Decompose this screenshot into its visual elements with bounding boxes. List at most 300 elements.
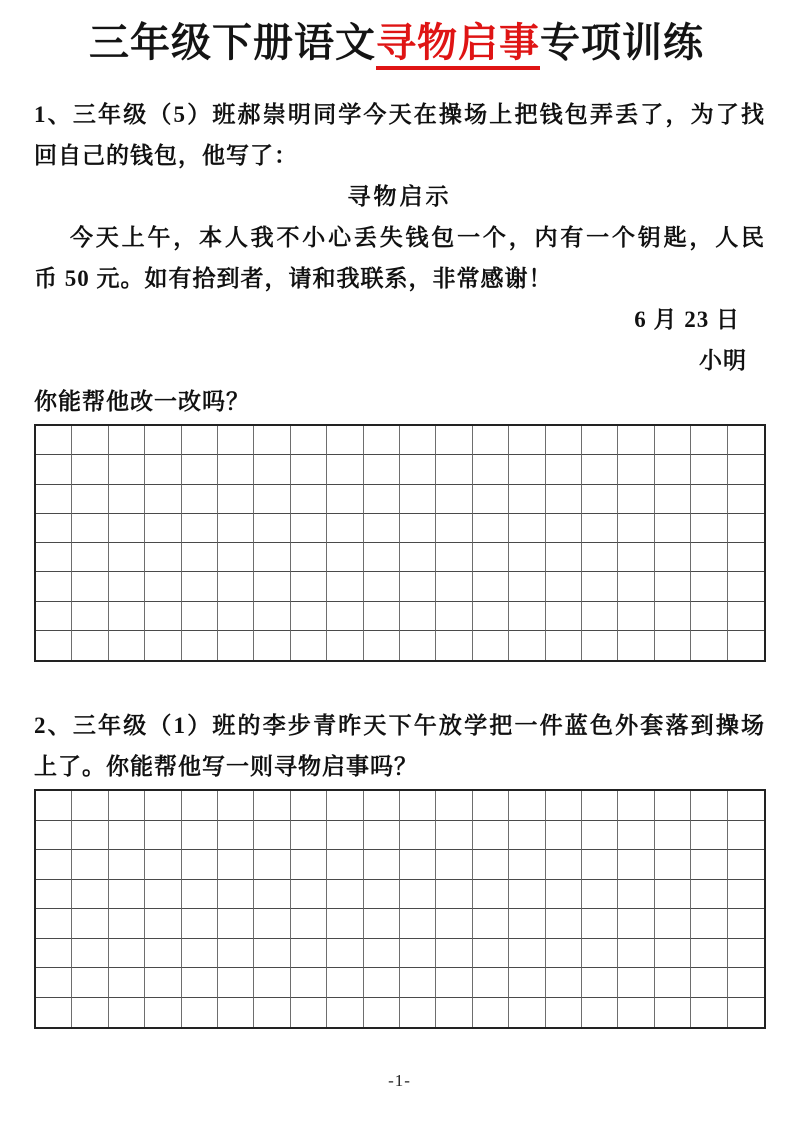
notice-body-line-1: 今天上午，本人我不小心丢失钱包一个，内有一个钥匙，人民	[70, 225, 765, 250]
grid-cell	[509, 821, 545, 851]
grid-cell	[546, 514, 582, 543]
grid-cell	[145, 485, 181, 514]
grid-cell	[145, 821, 181, 851]
grid-cell	[691, 939, 727, 969]
grid-cell	[618, 791, 654, 821]
title-pre: 三年级下册语文	[89, 21, 376, 65]
grid-cell	[182, 880, 218, 910]
grid-cell	[182, 455, 218, 484]
grid-cell	[436, 426, 472, 455]
grid-cell	[72, 791, 108, 821]
grid-cell	[36, 485, 72, 514]
grid-cell	[145, 909, 181, 939]
grid-cell	[254, 426, 290, 455]
grid-cell	[655, 850, 691, 880]
grid-cell	[36, 909, 72, 939]
grid-cell	[291, 455, 327, 484]
grid-cell	[655, 791, 691, 821]
grid-cell	[691, 850, 727, 880]
grid-cell	[327, 880, 363, 910]
grid-cell	[109, 791, 145, 821]
grid-cell	[109, 602, 145, 631]
grid-cell	[182, 426, 218, 455]
grid-cell	[291, 850, 327, 880]
grid-cell	[436, 939, 472, 969]
grid-cell	[182, 602, 218, 631]
grid-cell	[655, 909, 691, 939]
grid-cell	[655, 455, 691, 484]
grid-cell	[509, 514, 545, 543]
grid-cell	[582, 631, 618, 660]
grid-cell	[364, 572, 400, 601]
grid-cell	[582, 514, 618, 543]
grid-cell	[436, 909, 472, 939]
grid-cell	[218, 880, 254, 910]
grid-cell	[109, 880, 145, 910]
grid-cell	[72, 909, 108, 939]
grid-cell	[364, 426, 400, 455]
grid-cell	[473, 602, 509, 631]
grid-cell	[182, 791, 218, 821]
grid-cell	[327, 968, 363, 998]
grid-cell	[109, 631, 145, 660]
question-1-line-2: 回自己的钱包，他写了：	[34, 143, 298, 168]
grid-cell	[509, 791, 545, 821]
grid-cell	[72, 455, 108, 484]
grid-cell	[473, 791, 509, 821]
grid-cell	[254, 514, 290, 543]
grid-cell	[400, 543, 436, 572]
grid-cell	[218, 998, 254, 1028]
grid-cell	[72, 968, 108, 998]
grid-cell	[582, 880, 618, 910]
grid-cell	[145, 939, 181, 969]
question-2-line-2: 上了。你能帮他写一则寻物启事吗？	[34, 754, 418, 779]
grid-cell	[145, 426, 181, 455]
notice-signature: 小明	[699, 348, 747, 373]
grid-cell	[36, 631, 72, 660]
grid-cell	[691, 602, 727, 631]
grid-cell	[509, 968, 545, 998]
grid-cell	[691, 968, 727, 998]
grid-cell	[618, 631, 654, 660]
grid-cell	[254, 968, 290, 998]
grid-cell	[618, 998, 654, 1028]
grid-cell	[291, 485, 327, 514]
grid-cell	[327, 485, 363, 514]
grid-cell	[72, 939, 108, 969]
grid-cell	[36, 426, 72, 455]
grid-cell	[655, 631, 691, 660]
grid-cell	[182, 909, 218, 939]
grid-cell	[254, 572, 290, 601]
grid-cell	[618, 821, 654, 851]
grid-cell	[509, 543, 545, 572]
grid-cell	[582, 998, 618, 1028]
grid-cell	[327, 850, 363, 880]
writing-grid-2	[34, 789, 766, 1029]
grid-cell	[218, 572, 254, 601]
grid-cell	[182, 939, 218, 969]
grid-cell	[364, 485, 400, 514]
grid-cell	[145, 455, 181, 484]
grid-cell	[182, 631, 218, 660]
writing-grid-1	[34, 424, 766, 662]
grid-cell	[109, 821, 145, 851]
grid-cell	[218, 455, 254, 484]
grid-cell	[109, 485, 145, 514]
grid-cell	[364, 821, 400, 851]
grid-cell	[400, 455, 436, 484]
grid-cell	[436, 485, 472, 514]
grid-cell	[473, 631, 509, 660]
grid-cell	[291, 939, 327, 969]
grid-cell	[473, 455, 509, 484]
grid-cell	[254, 455, 290, 484]
grid-cell	[400, 850, 436, 880]
grid-cell	[400, 572, 436, 601]
grid-cell	[691, 455, 727, 484]
grid-cell	[618, 602, 654, 631]
grid-cell	[618, 850, 654, 880]
grid-cell	[291, 880, 327, 910]
grid-cell	[364, 631, 400, 660]
grid-cell	[582, 850, 618, 880]
grid-cell	[72, 426, 108, 455]
grid-cell	[509, 939, 545, 969]
grid-cell	[291, 968, 327, 998]
grid-cell	[618, 968, 654, 998]
grid-cell	[728, 791, 764, 821]
grid-cell	[291, 602, 327, 631]
grid-cell	[728, 968, 764, 998]
grid-cell	[72, 880, 108, 910]
title-post: 专项训练	[540, 21, 704, 65]
grid-cell	[400, 602, 436, 631]
grid-cell	[182, 514, 218, 543]
grid-cell	[582, 485, 618, 514]
grid-cell	[145, 602, 181, 631]
grid-cell	[582, 543, 618, 572]
grid-cell	[218, 514, 254, 543]
grid-cell	[728, 909, 764, 939]
grid-cell	[473, 880, 509, 910]
grid-cell	[400, 485, 436, 514]
grid-cell	[109, 572, 145, 601]
grid-cell	[327, 909, 363, 939]
grid-cell	[655, 426, 691, 455]
grid-cell	[436, 968, 472, 998]
grid-cell	[218, 821, 254, 851]
grid-cell	[327, 631, 363, 660]
grid-cell	[618, 939, 654, 969]
grid-cell	[546, 939, 582, 969]
grid-cell	[728, 602, 764, 631]
grid-cell	[72, 821, 108, 851]
grid-cell	[291, 998, 327, 1028]
grid-cell	[291, 572, 327, 601]
grid-cell	[291, 791, 327, 821]
grid-cell	[473, 514, 509, 543]
grid-cell	[254, 602, 290, 631]
grid-cell	[582, 602, 618, 631]
grid-cell	[691, 821, 727, 851]
grid-cell	[254, 631, 290, 660]
grid-cell	[546, 791, 582, 821]
grid-cell	[400, 631, 436, 660]
grid-cell	[509, 631, 545, 660]
grid-cell	[36, 455, 72, 484]
grid-cell	[254, 543, 290, 572]
grid-cell	[218, 939, 254, 969]
grid-cell	[36, 880, 72, 910]
grid-cell	[218, 543, 254, 572]
grid-cell	[655, 485, 691, 514]
grid-cell	[691, 631, 727, 660]
grid-cell	[728, 543, 764, 572]
grid-cell	[436, 998, 472, 1028]
grid-cell	[436, 543, 472, 572]
grid-cell	[436, 602, 472, 631]
grid-cell	[291, 514, 327, 543]
grid-cell	[254, 880, 290, 910]
grid-cell	[509, 426, 545, 455]
grid-cell	[327, 543, 363, 572]
grid-cell	[436, 455, 472, 484]
grid-cell	[254, 998, 290, 1028]
grid-cell	[72, 572, 108, 601]
grid-cell	[182, 543, 218, 572]
grid-cell	[655, 968, 691, 998]
grid-cell	[36, 791, 72, 821]
grid-cell	[36, 998, 72, 1028]
grid-cell	[691, 543, 727, 572]
grid-cell	[473, 939, 509, 969]
grid-cell	[36, 514, 72, 543]
grid-cell	[546, 850, 582, 880]
grid-cell	[691, 909, 727, 939]
grid-cell	[36, 939, 72, 969]
grid-cell	[655, 880, 691, 910]
grid-cell	[546, 543, 582, 572]
grid-cell	[327, 426, 363, 455]
grid-cell	[254, 909, 290, 939]
grid-cell	[728, 455, 764, 484]
grid-cell	[327, 602, 363, 631]
page-title	[0, 0, 793, 72]
notice-date: 6 月 23 日	[634, 307, 740, 332]
grid-cell	[182, 572, 218, 601]
grid-cell	[254, 939, 290, 969]
question-2	[34, 705, 765, 787]
grid-cell	[509, 572, 545, 601]
grid-cell	[254, 791, 290, 821]
grid-cell	[72, 850, 108, 880]
grid-cell	[618, 485, 654, 514]
grid-cell	[218, 968, 254, 998]
grid-cell	[72, 514, 108, 543]
grid-cell	[655, 939, 691, 969]
grid-cell	[182, 850, 218, 880]
grid-cell	[618, 514, 654, 543]
grid-cell	[546, 631, 582, 660]
grid-cell	[327, 939, 363, 969]
grid-cell	[327, 821, 363, 851]
grid-cell	[582, 572, 618, 601]
grid-cell	[364, 909, 400, 939]
grid-cell	[436, 850, 472, 880]
grid-cell	[655, 572, 691, 601]
grid-cell	[618, 880, 654, 910]
grid-cell	[509, 850, 545, 880]
grid-cell	[655, 543, 691, 572]
grid-cell	[145, 572, 181, 601]
grid-cell	[145, 968, 181, 998]
grid-cell	[618, 909, 654, 939]
question-1	[34, 94, 765, 422]
grid-cell	[109, 426, 145, 455]
grid-cell	[182, 998, 218, 1028]
grid-cell	[691, 998, 727, 1028]
grid-cell	[582, 426, 618, 455]
grid-cell	[254, 485, 290, 514]
notice-body-line-2: 币 50 元。如有拾到者，请和我联系，非常感谢！	[34, 266, 553, 291]
grid-cell	[364, 850, 400, 880]
grid-cell	[728, 631, 764, 660]
grid-cell	[473, 998, 509, 1028]
grid-cell	[400, 791, 436, 821]
grid-cell	[728, 850, 764, 880]
grid-cell	[473, 572, 509, 601]
grid-cell	[618, 543, 654, 572]
grid-cell	[36, 968, 72, 998]
grid-cell	[400, 821, 436, 851]
grid-cell	[327, 998, 363, 1028]
grid-cell	[109, 968, 145, 998]
grid-cell	[618, 572, 654, 601]
grid-cell	[145, 850, 181, 880]
grid-cell	[728, 880, 764, 910]
grid-cell	[400, 880, 436, 910]
grid-cell	[36, 572, 72, 601]
grid-cell	[473, 850, 509, 880]
grid-cell	[218, 850, 254, 880]
grid-cell	[254, 850, 290, 880]
grid-cell	[473, 821, 509, 851]
grid-cell	[436, 514, 472, 543]
grid-cell	[145, 791, 181, 821]
grid-cell	[546, 426, 582, 455]
grid-cell	[728, 821, 764, 851]
grid-cell	[218, 909, 254, 939]
grid-cell	[546, 909, 582, 939]
grid-cell	[728, 572, 764, 601]
title-highlight: 寻物启事	[376, 21, 540, 70]
grid-cell	[254, 821, 290, 851]
grid-cell	[364, 998, 400, 1028]
grid-cell	[291, 909, 327, 939]
grid-cell	[72, 485, 108, 514]
grid-cell	[400, 939, 436, 969]
grid-cell	[582, 791, 618, 821]
grid-cell	[400, 968, 436, 998]
grid-cell	[618, 455, 654, 484]
grid-cell	[473, 968, 509, 998]
notice-title: 寻物启示	[347, 184, 452, 209]
grid-cell	[655, 602, 691, 631]
grid-cell	[546, 880, 582, 910]
grid-cell	[582, 909, 618, 939]
grid-cell	[582, 821, 618, 851]
grid-cell	[691, 485, 727, 514]
grid-cell	[182, 485, 218, 514]
grid-cell	[109, 543, 145, 572]
grid-cell	[509, 880, 545, 910]
grid-cell	[691, 880, 727, 910]
grid-cell	[509, 602, 545, 631]
grid-cell	[36, 602, 72, 631]
grid-cell	[546, 485, 582, 514]
grid-cell	[327, 572, 363, 601]
grid-cell	[655, 998, 691, 1028]
grid-cell	[364, 880, 400, 910]
grid-cell	[291, 631, 327, 660]
grid-cell	[728, 426, 764, 455]
grid-cell	[364, 543, 400, 572]
grid-cell	[473, 909, 509, 939]
grid-cell	[145, 543, 181, 572]
grid-cell	[291, 543, 327, 572]
grid-cell	[364, 514, 400, 543]
grid-cell	[546, 998, 582, 1028]
grid-cell	[364, 939, 400, 969]
grid-cell	[655, 514, 691, 543]
grid-cell	[400, 909, 436, 939]
grid-cell	[509, 455, 545, 484]
grid-cell	[109, 939, 145, 969]
grid-cell	[145, 514, 181, 543]
question-1-line-1: 1、三年级（5）班郝崇明同学今天在操场上把钱包弄丢了，为了找	[34, 102, 765, 127]
grid-cell	[655, 821, 691, 851]
grid-cell	[728, 939, 764, 969]
grid-cell	[436, 791, 472, 821]
grid-cell	[509, 909, 545, 939]
grid-cell	[109, 455, 145, 484]
grid-cell	[36, 821, 72, 851]
page-number: -1-	[388, 1071, 411, 1090]
grid-cell	[109, 514, 145, 543]
question-1-prompt: 你能帮他改一改吗？	[34, 389, 250, 414]
grid-cell	[691, 426, 727, 455]
grid-cell	[72, 602, 108, 631]
grid-cell	[364, 968, 400, 998]
grid-cell	[691, 514, 727, 543]
grid-cell	[327, 514, 363, 543]
grid-cell	[36, 850, 72, 880]
grid-cell	[546, 602, 582, 631]
grid-cell	[582, 968, 618, 998]
grid-cell	[182, 968, 218, 998]
grid-cell	[400, 998, 436, 1028]
grid-cell	[582, 939, 618, 969]
grid-cell	[509, 998, 545, 1028]
grid-cell	[218, 426, 254, 455]
grid-cell	[327, 791, 363, 821]
grid-cell	[218, 485, 254, 514]
grid-cell	[145, 631, 181, 660]
grid-cell	[291, 821, 327, 851]
grid-cell	[218, 602, 254, 631]
